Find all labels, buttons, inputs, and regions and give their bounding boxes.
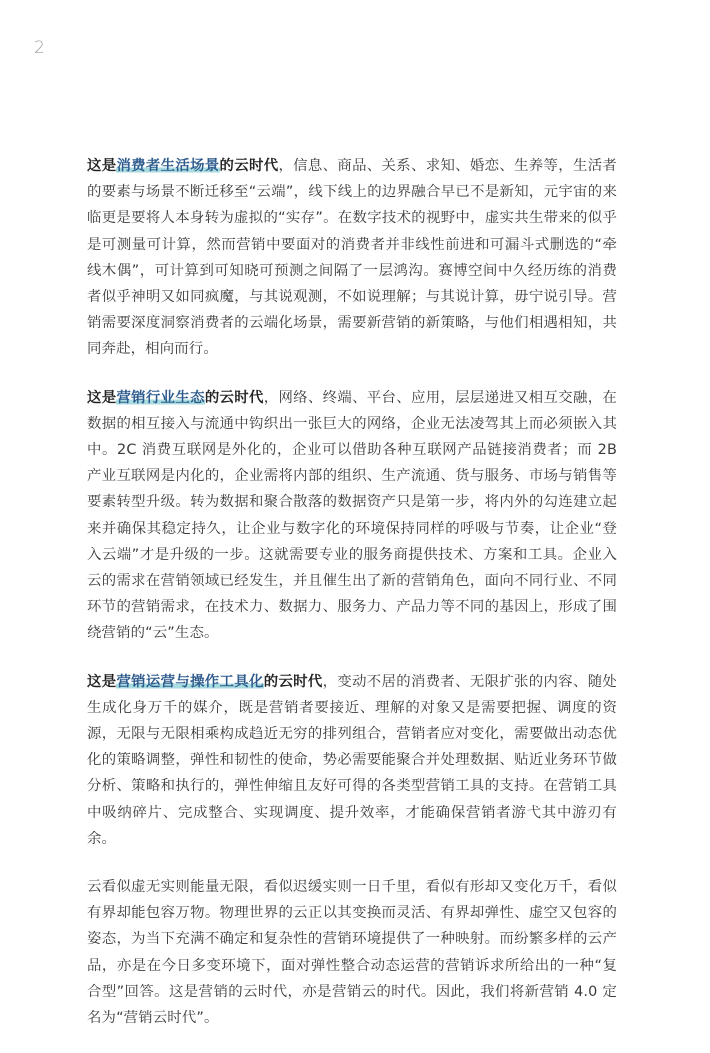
paragraph-lead-prefix: 这是 (87, 673, 117, 690)
paragraph-text: ，网络、终端、平台、应用，层层递进又相互交融，在数据的相互接入与流通中钩织出一张巨大的网络，企业无法凌驾其上而必须嵌入其中。2C 消费互联网是外化的，企业可以借助各种互联网产品链接消费者；而 2B 产业互联网是内化的，企业需将内部的组织、生产流通、货与服务、市场与销售等要素转型升级。转为数据和聚合散落的数据资产只是第一步，将内外的勾连建立起来并确保其稳定持久，让企业与数字化的环境保持同样的呼吸与节奏，让企业“登入云端”才是升级的一步。这就需要专业的服务商提供技术、方案和工具。企业入云的需求在营销领域已经发生，并且催生出了新的营销角色，面向不同行业、不同环节的营销需求，在技术力、数据力、服务力、产品力等不同的基因上，形成了围绕营销的“云”生态。 (87, 389, 617, 642)
paragraph-lead-prefix: 这是 (87, 158, 117, 174)
highlighted-keyword: 消费者生活场景 (116, 158, 220, 174)
paragraph-text: ，信息、商品、关系、求知、婚恋、生养等，生活者的要素与场景不断迁移至“云端”，线下线上的边界融合早已不是新知，元宇宙的来临更是要将人本身转为虚拟的“实存”。在数字技术的视野中，虚实共生带来的似乎是可测量可计算，然而营销中要面对的消费者并非线性前进和可漏斗式删选的“牵线木偶”，可计算到可知晓可预测之间隔了一层鸿沟。赛博空间中久经历练的消费者似乎神明又如同疯魔，与其说观测，不如说理解；与其说计算，毋宁说引导。营销需要深度洞察消费者的云端化场景，需要新营销的新策略，与他们相遇相知，共同奔赴，相向而行。 (87, 158, 617, 358)
paragraph-lead-suffix: 的云时代 (263, 673, 323, 690)
paragraph-text: ，变动不居的消费者、无限扩张的内容、随处生成化身万千的媒介，既是营销者要接近、理解的对象又是需要把握、调度的资源，无限与无限相乘构成趋近无穷的排列组合，营销者应对变化，需要做出动态优化的策略调整，弹性和韧性的使命，势必需要能聚合并处理数据、贴近业务环节做分析、策略和执行的，弹性伸缩且友好可得的各类型营销工具的支持。在营销工具中吸纳碎片、完成整合、实现调度、提升效率，才能确保营销者游弋其中游刃有余。 (87, 673, 617, 847)
highlighted-keyword: 营销行业生态 (116, 389, 205, 406)
paragraph-consumer-scene (87, 153, 617, 363)
paragraph-operation-tools (87, 669, 617, 852)
paragraph-industry-ecosystem (87, 385, 617, 647)
article-body (87, 153, 617, 1053)
paragraph-lead-suffix: 的云时代 (219, 158, 279, 174)
page-number: 2 (34, 38, 45, 58)
paragraph-lead-prefix: 这是 (87, 389, 117, 406)
highlighted-keyword: 营销运营与操作工具化 (116, 673, 264, 690)
paragraph-text: 云看似虚无实则能量无限，看似迟缓实则一日千里，看似有形却又变化万千，看似有界却能包容万物。物理世界的云正以其变换而灵活、有界却弹性、虚空又包容的姿态，为当下充满不确定和复杂性的营销环境提供了一种映射。而纷繁多样的云产品，亦是在今日多变环境下，面对弹性整合动态运营的营销诉求所给出的一种“复合型”回答。这是营销的云时代，亦是营销云的时代。因此，我们将新营销 4.0 定名为“营销云时代”。 (87, 879, 617, 1027)
paragraph-lead-suffix: 的云时代 (204, 389, 264, 406)
paragraph-conclusion (87, 874, 617, 1031)
